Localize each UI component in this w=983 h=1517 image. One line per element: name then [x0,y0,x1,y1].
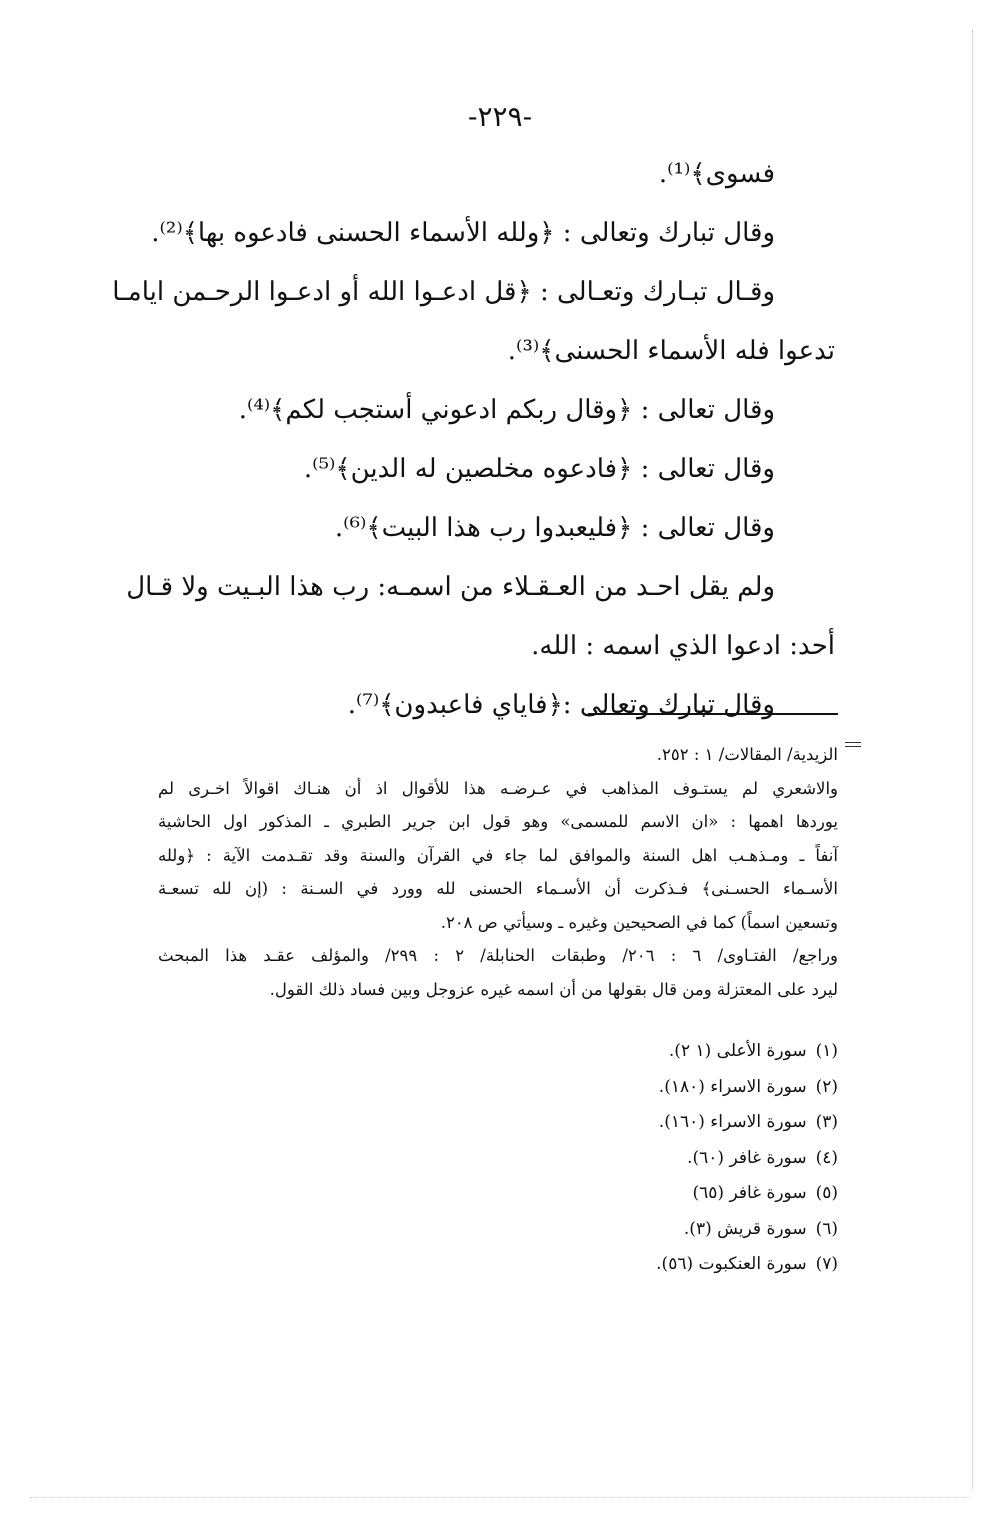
main-line: وقال تعالى : ﴿وقال ربكم ادعوني أستجب لكم﴾⁽⁴⁾. [238,395,775,425]
main-line: وقال تعالى : ﴿فليعبدوا رب هذا البيت﴾⁽⁶⁾. [334,513,775,543]
reference-number: (٥) [815,1183,838,1203]
main-line: فسوى﴾⁽¹⁾. [658,159,775,189]
footnote-marker [845,742,861,747]
main-line: أحد: ادعوا الذي اسمه : الله. [531,631,835,661]
footnote-line: وتسعين اسماً) كما في الصحيحين وغيره ـ وسيأتي ص ٢٠٨. [440,912,838,932]
reference-text: سورة غافر (٦٥) [692,1183,807,1203]
footnote-line: ليرد على المعتزلة ومن قال بقولها من أن اسمه غيره عزوجل وبين فساد ذلك القول. [269,979,838,999]
reference-item [500,1034,838,1070]
main-text [112,145,835,735]
reference-item [500,1176,838,1212]
reference-number: (٣) [815,1112,838,1132]
page-number: -٢٢٩- [467,100,533,133]
reference-text: سورة قريش (٣). [683,1218,807,1239]
main-line: وقال تبارك وتعالى : ﴿ولله الأسماء الحسنى فادعوه بها﴾⁽²⁾. [151,218,775,248]
footnote-commentary [158,738,838,1006]
reference-number: (٢) [815,1076,838,1097]
reference-number: (٦) [815,1218,838,1239]
scan-edge-right [972,30,973,1490]
scan-edge-bottom [30,1497,970,1498]
reference-text: سورة الاسراء (١٦٠). [658,1112,807,1132]
footnote-separator [588,713,838,715]
reference-text: سورة الأعلى (١ ٢). [668,1041,807,1061]
footnote-line: وراجع/ الفتـاوى/ ٦ : ٢٠٦/ وطبقات الحنابلة/ ٢ : ٢٩٩/ والمؤلف عقـد هذا المبحث [158,946,838,965]
main-line: ولم يقل احـد من العـقـلاء من اسمـه: رب هذا البـيت ولا قـال [126,572,775,602]
reference-text: سورة العنكبوت (٥٦). [656,1254,807,1274]
footnote-line: يوردها اهمها : «ان الاسم للمسمى» وهو قول ابن جرير الطبري ـ المذكور اول الحاشية [158,812,838,831]
reference-list [500,1034,838,1283]
reference-number: (١) [815,1041,838,1061]
reference-item [500,1212,838,1248]
reference-number: (٤) [815,1147,838,1168]
reference-text: سورة الاسراء (١٨٠). [658,1076,807,1097]
reference-item [500,1105,838,1141]
footnote-line: الزيدية/ المقالات/ ١ : ٢٥٢. [656,745,838,764]
main-line: وقال تعالى : ﴿فادعوه مخلصين له الدين﴾⁽⁵⁾. [303,454,775,484]
footnote-line: الأسـماء الحسـنى﴾ فـذكرت أن الأسـماء الحسنى لله وورد في السـنة : (إن لله تسعـة [158,879,838,898]
main-line: وقال تبارك وتعالى :﴿فاياي فاعبدون﴾⁽⁷⁾. [347,690,775,720]
reference-text: سورة غافر (٦٠). [687,1147,807,1168]
main-line: تدعوا فله الأسماء الحسنى﴾⁽³⁾. [507,336,835,366]
reference-item [500,1141,838,1177]
footnote-line: آنفاً ـ ومـذهـب اهل السنة والموافق لما جاء في القرآن والسنة وقد تقـدمت الآية : ﴿ولله [158,845,838,865]
main-line: وقـال تبـارك وتعـالى : ﴿قل ادعـوا الله أو ادعـوا الرحـمن ايامـا [112,277,775,307]
footnote-line: والاشعري لم يستـوف المذاهب في عـرضـه هذا للأقوال اذ أن هنـاك اقوالاً اخـرى لم [158,778,838,798]
reference-number: (٧) [815,1254,838,1274]
reference-item [500,1070,838,1106]
reference-item [500,1247,838,1283]
